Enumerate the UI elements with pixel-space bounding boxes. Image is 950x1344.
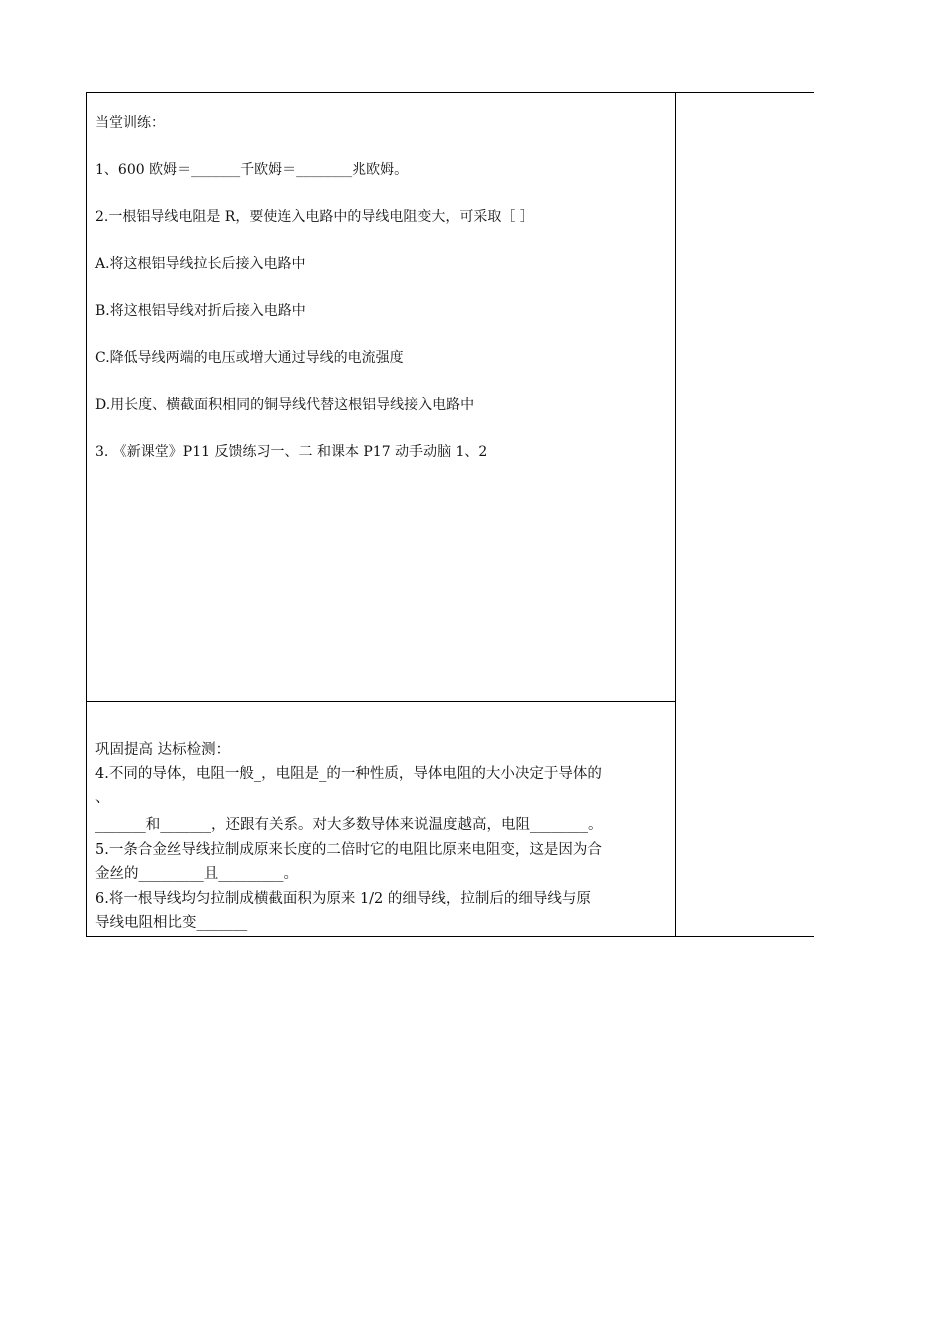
- training-heading: 当堂训练：: [95, 115, 165, 131]
- table-top-border: [86, 92, 814, 93]
- question-4-line-2: 、: [95, 790, 110, 806]
- table-row-divider: [86, 701, 676, 702]
- option-a: A.将这根铝导线拉长后接入电路中: [95, 256, 306, 272]
- option-c: C.降低导线两端的电压或增大通过导线的电流强度: [95, 350, 404, 366]
- question-5-line-1: 5.一条合金丝导线拉制成原来长度的二倍时它的电阻比原来电阻变，这是因为合: [95, 842, 602, 858]
- question-6-line-1: 6.将一根导线均匀拉制成横截面积为原来 1/2 的细导线，拉制后的细导线与原: [95, 891, 591, 907]
- question-2: 2.一根铝导线电阻是 R，要使连入电路中的导线电阻变大，可采取［ ］: [95, 209, 534, 225]
- consolidation-heading: 巩固提高 达标检测：: [95, 742, 231, 758]
- table-bottom-border: [86, 936, 814, 937]
- option-d: D.用长度、横截面积相同的铜导线代替这根铝导线接入电路中: [95, 397, 475, 413]
- question-6-line-2: 导线电阻相比变_______: [95, 915, 248, 931]
- option-b: B.将这根铝导线对折后接入电路中: [95, 303, 306, 319]
- question-1: 1、600 欧姆＝_______千欧姆＝________兆欧姆。: [95, 162, 409, 178]
- question-4-line-1: 4.不同的导体，电阻一般_，电阻是_的一种性质，导体电阻的大小决定于导体的: [95, 766, 602, 782]
- question-4-line-3: _______和_______，还跟有关系。对大多数导体来说温度越高，电阻________。: [95, 817, 603, 833]
- question-3: 3. 《新课堂》P11 反馈练习一、二 和课本 P17 动手动脑 1、2: [95, 444, 488, 460]
- question-5-line-2: 金丝的_________且_________。: [95, 866, 298, 882]
- table-column-divider: [675, 92, 676, 937]
- table-left-border: [86, 92, 87, 937]
